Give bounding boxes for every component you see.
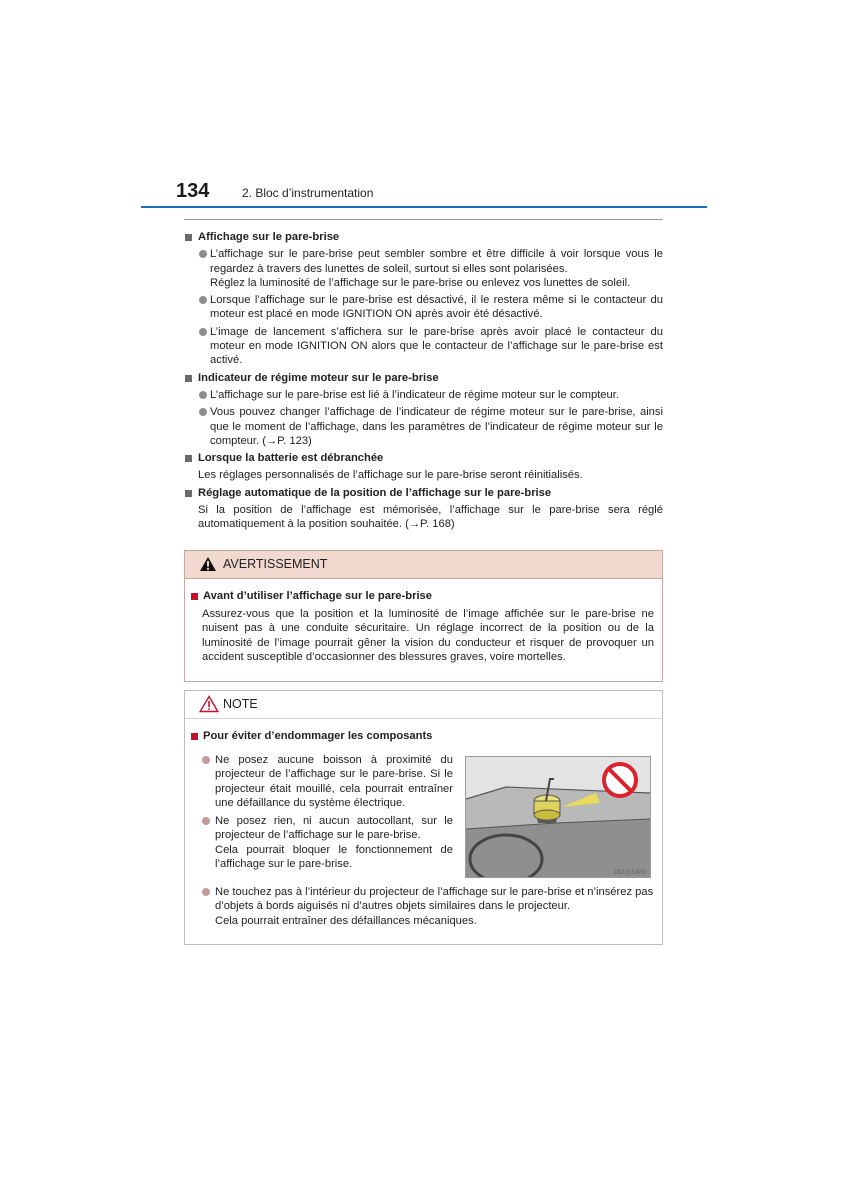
chapter-title: 2. Bloc d’instrumentation bbox=[242, 186, 374, 200]
list-item: Ne posez aucune boisson à proximité du projecteur de l’affichage sur le pare-brise. Si le projecteur était mouillé, cela pourrait entraîner une défaillance du système électrique. bbox=[191, 753, 453, 810]
bullet-dot-icon bbox=[202, 817, 210, 825]
bullet-dot-icon bbox=[199, 250, 207, 258]
bullet-dot-icon bbox=[199, 328, 207, 336]
illustration-code: INZ1G5A09 bbox=[613, 869, 646, 876]
section-heading: Réglage automatique de la position de l’affichage sur le pare-brise bbox=[184, 486, 663, 500]
note-box bbox=[184, 690, 663, 945]
red-square-icon bbox=[191, 733, 198, 740]
section-square-icon bbox=[185, 234, 192, 241]
bullet-dot-icon bbox=[199, 296, 207, 304]
note-title: NOTE bbox=[223, 697, 258, 711]
section-text: Si la position de l’affichage est mémorisée, l’affichage sur le pare-brise sera réglé automatiquement à la position souhaitée. (→P. 168) bbox=[198, 504, 663, 531]
caution-triangle-icon bbox=[199, 695, 219, 713]
section-text: Les réglages personnalisés de l’affichage sur le pare-brise seront réinitialisés. bbox=[198, 469, 583, 482]
main-content bbox=[184, 228, 663, 535]
list-item: Vous pouvez changer l’affichage de l’indicateur de régime moteur sur le pare-brise, ainsi que le moment de l’affichage, dans les paramètres de l’indicateur de régime moteur sur le compteur. (→P. 123) bbox=[184, 405, 663, 448]
bullet-dot-icon bbox=[202, 756, 210, 764]
list-item: L’affichage sur le pare-brise est lié à l’indicateur de régime moteur sur le compteur. bbox=[184, 388, 663, 402]
section-heading: Lorsque la batterie est débranchée bbox=[184, 451, 663, 465]
header-rule bbox=[141, 206, 707, 208]
list-item: Ne posez rien, ni aucun autocollant, sur le projecteur de l’affichage sur le pare-brise. Cela pourrait bloquer le fonctionnement de l’affichage sur le pare-brise. bbox=[191, 814, 453, 871]
content-rule bbox=[184, 219, 663, 220]
projector-illustration bbox=[465, 756, 651, 878]
section-square-icon bbox=[185, 375, 192, 382]
bullet-dot-icon bbox=[199, 408, 207, 416]
note-bullet-list bbox=[191, 753, 453, 875]
warning-header bbox=[185, 551, 662, 579]
warning-subtitle: Avant d’utiliser l’affichage sur le pare-brise bbox=[191, 589, 432, 603]
section-square-icon bbox=[185, 490, 192, 497]
bullet-dot-icon bbox=[202, 888, 210, 896]
red-square-icon bbox=[191, 593, 198, 600]
bullet-list bbox=[184, 247, 663, 367]
bullet-dot-icon bbox=[199, 391, 207, 399]
list-item: L’affichage sur le pare-brise peut sembler sombre et être difficile à voir lorsque vous le regardez à travers des lunettes de soleil, surtout si elles sont polarisées. Réglez la luminosité de l’affichage sur le pare-brise ou enlevez vos lunettes de soleil. bbox=[184, 247, 663, 290]
list-item: Ne touchez pas à l’intérieur du projecteur de l’affichage sur le pare-brise et n’insérez pas d’objets à bords aiguisés ni d’autres objets similaires dans le projecteur. Cela pourrait entraîner des défaillances mécaniques. bbox=[191, 885, 657, 928]
warning-triangle-icon bbox=[199, 556, 217, 572]
list-item: L’image de lancement s’affichera sur le pare-brise après avoir placé le contacteur du moteur en mode IGNITION ON alors que le contacteur de l’affichage sur le pare-brise est activé. bbox=[184, 325, 663, 368]
warning-title: AVERTISSEMENT bbox=[223, 557, 328, 571]
note-header bbox=[185, 691, 662, 719]
bullet-list bbox=[184, 388, 663, 448]
section-square-icon bbox=[185, 455, 192, 462]
note-bullet-list bbox=[191, 885, 657, 928]
list-item: Lorsque l’affichage sur le pare-brise est désactivé, il le restera même si le contacteur du moteur est placé en mode IGNITION ON après avoir été désactivé. bbox=[184, 293, 663, 322]
section-heading: Indicateur de régime moteur sur le pare-brise bbox=[184, 371, 663, 385]
dashboard-drink-illustration bbox=[466, 757, 650, 877]
warning-box bbox=[184, 550, 663, 682]
warning-body: Assurez-vous que la position et la luminosité de l’image affichée sur le pare-brise ne nuisent pas à une conduite sécuritaire. Un réglage incorrect de la position ou de la luminosité de l’image pourrait gêner la vision du conducteur et risquer de provoquer un accident susceptible d’occasionner des blessures graves, voire mortelles. bbox=[202, 608, 654, 663]
section-heading: Affichage sur le pare-brise bbox=[184, 230, 663, 244]
page-number: 134 bbox=[176, 180, 210, 202]
note-subtitle: Pour éviter d’endommager les composants bbox=[191, 729, 432, 743]
